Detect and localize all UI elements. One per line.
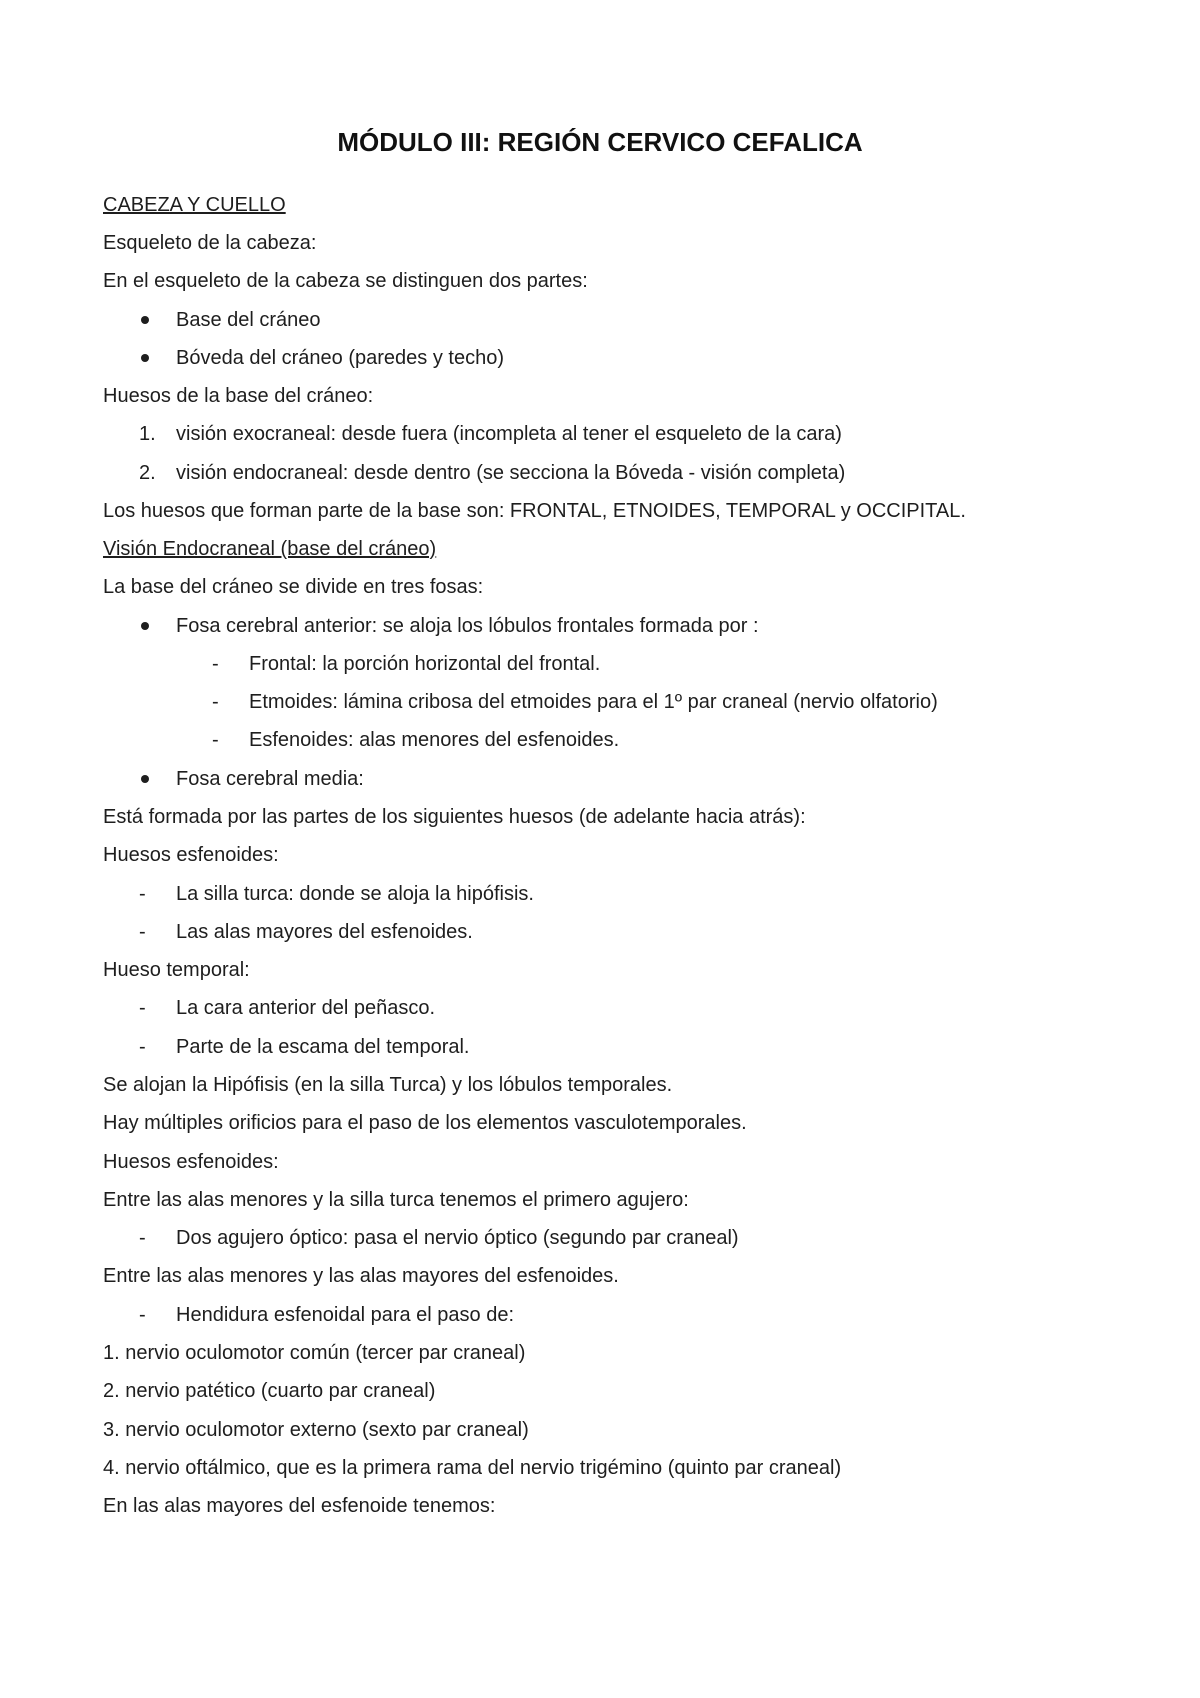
paragraph: Huesos de la base del cráneo: bbox=[103, 385, 374, 407]
dash-item-text: Dos agujero óptico: pasa el nervio óptico (segundo par craneal) bbox=[176, 1227, 739, 1249]
paragraph: Se alojan la Hipófisis (en la silla Turca) y los lóbulos temporales. bbox=[103, 1074, 673, 1096]
paragraph: Entre las alas menores y la silla turca tenemos el primero agujero: bbox=[103, 1189, 689, 1211]
numbered-item-text: visión endocraneal: desde dentro (se secciona la Bóveda - visión completa) bbox=[176, 462, 846, 484]
paragraph: En el esqueleto de la cabeza se distinguen dos partes: bbox=[103, 270, 588, 292]
dash-item-text: Parte de la escama del temporal. bbox=[176, 1036, 470, 1058]
dash-marker: - bbox=[139, 1304, 146, 1326]
paragraph: Huesos esfenoides: bbox=[103, 844, 279, 866]
paragraph: Esqueleto de la cabeza: bbox=[103, 232, 317, 254]
dash-marker: - bbox=[212, 653, 219, 675]
paragraph: 4. nervio oftálmico, que es la primera rama del nervio trigémino (quinto par craneal) bbox=[103, 1457, 842, 1479]
dash-item-text: Etmoides: lámina cribosa del etmoides para el 1º par craneal (nervio olfatorio) bbox=[249, 691, 938, 713]
dash-marker: - bbox=[212, 691, 219, 713]
bullet-icon bbox=[141, 775, 149, 783]
paragraph: Entre las alas menores y las alas mayores del esfenoides. bbox=[103, 1265, 619, 1287]
dash-marker: - bbox=[139, 1227, 146, 1249]
paragraph: 3. nervio oculomotor externo (sexto par craneal) bbox=[103, 1419, 529, 1441]
dash-item-text: Frontal: la porción horizontal del frontal. bbox=[249, 653, 601, 675]
dash-marker: - bbox=[139, 883, 146, 905]
item-number: 2. bbox=[139, 462, 156, 484]
paragraph: Huesos esfenoides: bbox=[103, 1151, 279, 1173]
dash-marker: - bbox=[212, 729, 219, 751]
bullet-icon bbox=[141, 316, 149, 324]
numbered-item-text: visión exocraneal: desde fuera (incompleta al tener el esqueleto de la cara) bbox=[176, 423, 842, 445]
dash-item-text: Hendidura esfenoidal para el paso de: bbox=[176, 1304, 515, 1326]
paragraph: Hay múltiples orificios para el paso de los elementos vasculotemporales. bbox=[103, 1112, 747, 1134]
bullet-icon bbox=[141, 622, 149, 630]
dash-item-text: La silla turca: donde se aloja la hipófisis. bbox=[176, 883, 534, 905]
paragraph: 2. nervio patético (cuarto par craneal) bbox=[103, 1380, 436, 1402]
paragraph: Está formada por las partes de los siguientes huesos (de adelante hacia atrás): bbox=[103, 806, 806, 828]
bullet-item-text: Bóveda del cráneo (paredes y techo) bbox=[176, 347, 504, 369]
bullet-item-text: Base del cráneo bbox=[176, 309, 321, 331]
bullet-item-text: Fosa cerebral anterior: se aloja los lóbulos frontales formada por : bbox=[176, 615, 759, 637]
paragraph: Los huesos que forman parte de la base son: FRONTAL, ETNOIDES, TEMPORAL y OCCIPITAL. bbox=[103, 500, 966, 522]
bullet-item-text: Fosa cerebral media: bbox=[176, 768, 364, 790]
paragraph: En las alas mayores del esfenoide tenemos: bbox=[103, 1495, 496, 1517]
dash-item-text: Esfenoides: alas menores del esfenoides. bbox=[249, 729, 620, 751]
paragraph: La base del cráneo se divide en tres fosas: bbox=[103, 576, 484, 598]
dash-marker: - bbox=[139, 1036, 146, 1058]
paragraph: 1. nervio oculomotor común (tercer par craneal) bbox=[103, 1342, 526, 1364]
bullet-icon bbox=[141, 354, 149, 362]
section-heading-cabeza-y-cuello: CABEZA Y CUELLO bbox=[103, 194, 286, 216]
dash-marker: - bbox=[139, 921, 146, 943]
dash-item-text: Las alas mayores del esfenoides. bbox=[176, 921, 473, 943]
item-number: 1. bbox=[139, 423, 156, 445]
dash-item-text: La cara anterior del peñasco. bbox=[176, 997, 436, 1019]
dash-marker: - bbox=[139, 997, 146, 1019]
page-title: MÓDULO III: REGIÓN CERVICO CEFALICA bbox=[337, 127, 863, 157]
section-heading-vision-endocraneal: Visión Endocraneal (base del cráneo) bbox=[103, 538, 437, 560]
paragraph: Hueso temporal: bbox=[103, 959, 250, 981]
